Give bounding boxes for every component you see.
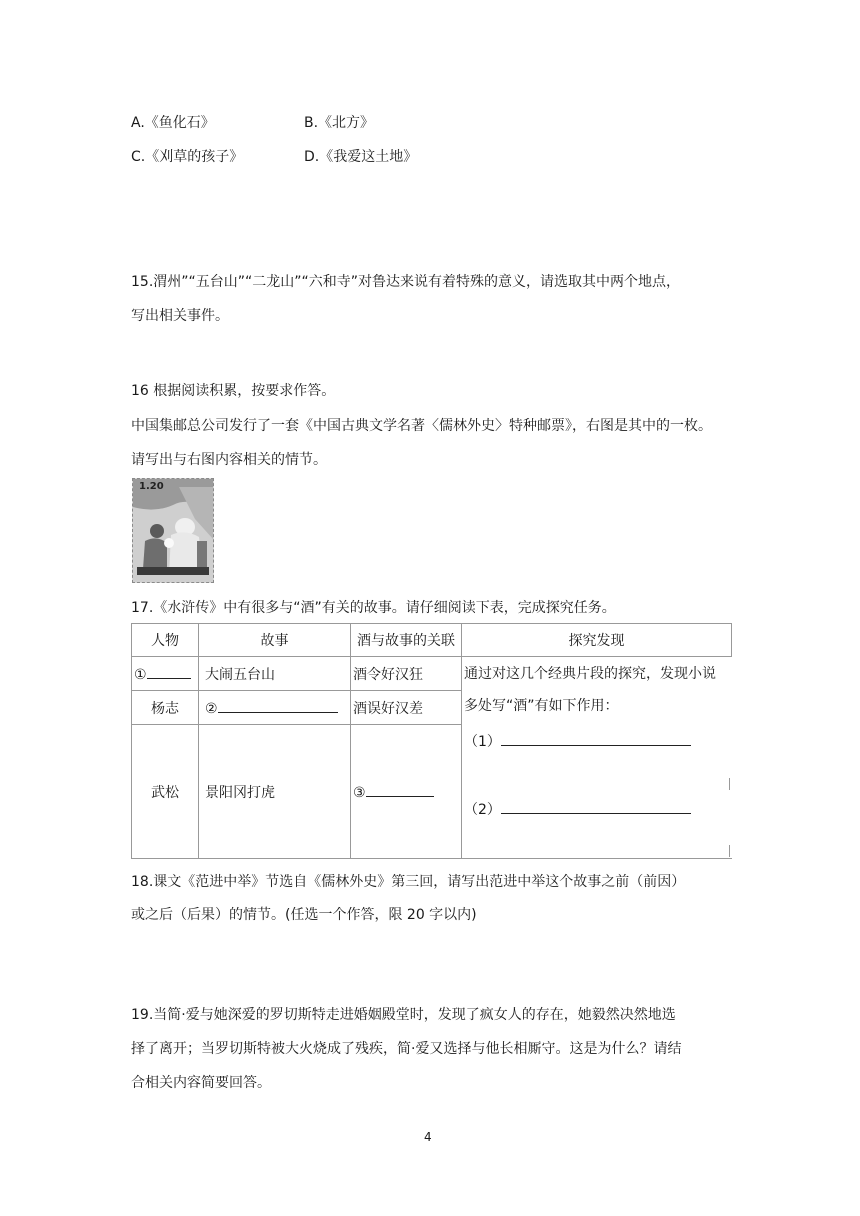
finding-line-2: 多处写“酒”有如下作用：	[464, 698, 619, 714]
table-row	[132, 657, 732, 691]
finding-blank-1[interactable]	[501, 731, 691, 746]
q19-line-2: 择了离开；当罗切斯特被大火烧成了残疾，简·爱又选择与他长相厮守。这是为什么？请结	[131, 1041, 682, 1057]
cell-story-1	[199, 657, 351, 691]
page-number: 4	[424, 1130, 432, 1144]
q15-line-2: 写出相关事件。	[131, 308, 229, 324]
cell-link-3	[351, 725, 462, 859]
finding-border-tick-2	[729, 845, 730, 857]
stamp-image	[132, 478, 214, 583]
person-3-text: 武松	[151, 784, 179, 801]
q17-title: 17.《水浒传》中有很多与“酒”有关的故事。请仔细阅读下表，完成探究任务。	[131, 600, 616, 616]
finding-item-2	[464, 799, 729, 818]
q19-line-3: 合相关内容简要回答。	[131, 1075, 271, 1091]
header-person: 人物	[132, 624, 199, 657]
table-header-row	[132, 624, 732, 657]
cell-story-2	[199, 691, 351, 725]
q16-title: 16 根据阅读积累，按要求作答。	[131, 383, 336, 399]
cell-person-2	[132, 691, 199, 725]
cell-link-1	[351, 657, 462, 691]
exploration-table	[131, 623, 732, 859]
header-finding: 探究发现	[462, 624, 732, 657]
cell-person-3	[132, 725, 199, 859]
finding-item-2-label: （2）	[464, 802, 501, 818]
blank-3-marker: ③	[353, 785, 366, 801]
header-story: 故事	[199, 624, 351, 657]
person-2-text: 杨志	[151, 700, 179, 717]
finding-border-tick-1	[729, 778, 730, 790]
blank-1-marker: ①	[134, 667, 147, 683]
option-b: B.《北方》	[304, 115, 375, 131]
blank-1[interactable]	[147, 664, 191, 679]
q18-line-2: 或之后（后果）的情节。(任选一个作答，限 20 字以内)	[131, 907, 477, 923]
stamp-value: 1.20	[139, 481, 164, 492]
finding-blank-2[interactable]	[501, 799, 691, 814]
q16-line-2: 请写出与右图内容相关的情节。	[131, 452, 327, 468]
link-2-text: 酒误好汉差	[353, 700, 423, 717]
finding-item-1-label: （1）	[464, 734, 501, 750]
q18-line-1: 18.课文《范进中举》节选自《儒林外史》第三回，请写出范进中举这个故事之前（前因）	[131, 874, 686, 890]
blank-2[interactable]	[218, 698, 338, 713]
option-d: D.《我爱这土地》	[304, 149, 418, 165]
finding-item-1	[464, 731, 729, 799]
blank-2-marker: ②	[205, 701, 218, 717]
option-c: C.《刈草的孩子》	[131, 149, 244, 165]
link-1-text: 酒令好汉狂	[353, 666, 423, 683]
cell-person-1	[132, 657, 199, 691]
story-1-text: 大闹五台山	[205, 666, 275, 683]
cell-link-2	[351, 691, 462, 725]
cell-story-3	[199, 725, 351, 859]
cell-finding	[462, 657, 732, 859]
header-link: 酒与故事的关联	[351, 624, 462, 657]
q16-line-1: 中国集邮总公司发行了一套《中国古典文学名著〈儒林外史〉特种邮票》，右图是其中的一枚。	[131, 418, 712, 434]
story-3-text: 景阳冈打虎	[205, 784, 275, 801]
finding-line-1: 通过对这几个经典片段的探究，发现小说	[464, 666, 716, 682]
q19-line-1: 19.当简·爱与她深爱的罗切斯特走进婚姻殿堂时，发现了疯女人的存在，她毅然决然地选	[131, 1007, 676, 1023]
option-a: A.《鱼化石》	[131, 115, 215, 131]
blank-3[interactable]	[366, 782, 434, 797]
q15-line-1: 15.渭州”“五台山”“二龙山”“六和寺”对鲁达来说有着特殊的意义，请选取其中两个地点，	[131, 274, 681, 290]
stamp-illustration	[133, 479, 213, 582]
